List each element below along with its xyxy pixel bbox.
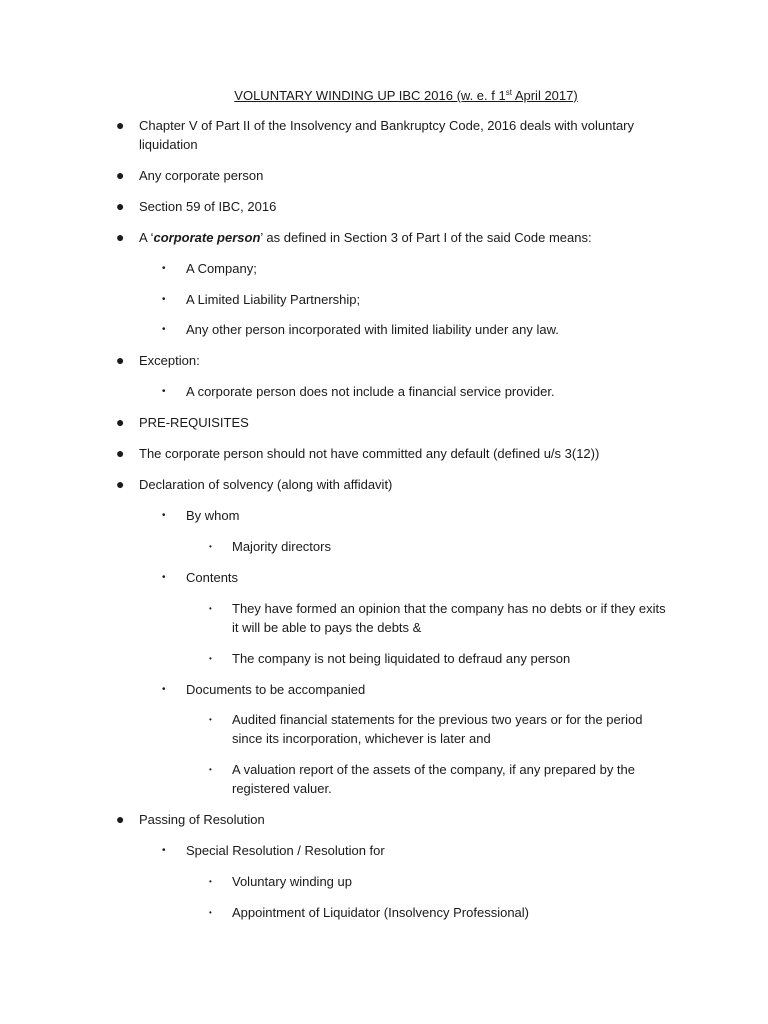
title-superscript: st [505,88,512,97]
title-end: April 2017) [511,88,578,103]
list-item-prerequisites: PRE-REQUISITES [139,415,249,430]
bullet-icon: ● [116,167,125,183]
list-item-llp: A Limited Liability Partnership; [186,292,361,307]
list-item-company: A Company; [186,261,257,276]
title-main: VOLUNTARY WINDING UP IBC 2016 (w. e. f 1 [234,88,506,103]
bullet-icon: ● [116,229,125,245]
list-item-any-corporate: Any corporate person [139,168,264,183]
bullet-icon: ● [116,352,125,368]
bullet-icon: ● [116,198,125,214]
list-item-corporate-person-definition: A ‘corporate person’ as defined in Section 3 of Part I of the said Code means: [139,230,592,245]
list-item-majority-directors: Majority directors [232,539,331,554]
list-item-by-whom: By whom [186,508,240,523]
list-item-exception-detail: A corporate person does not include a financial service provider. [186,384,555,399]
bullet-icon: • [162,324,166,335]
bullet-icon: • [209,908,212,917]
list-item-contents: Contents [186,570,239,585]
list-item-voluntary-winding: Voluntary winding up [232,874,352,889]
bullet-icon: ● [116,476,125,492]
list-item-appointment: Appointment of Liquidator (Insolvency Professional) [232,905,529,920]
bullet-icon: • [162,684,166,695]
list-item-declaration: Declaration of solvency (along with affidavit) [139,477,393,492]
bullet-icon: ● [116,811,125,827]
bullet-icon: • [209,715,212,724]
bullet-icon: • [162,263,166,274]
bullet-icon: • [209,877,212,886]
list-item-valuation-report: A valuation report of the assets of the company, if any prepared by the registered valuer. [232,762,635,796]
list-item-opinion: They have formed an opinion that the company has no debts or if they exits it will be able to pays the debts & [232,601,666,635]
bullet-icon: • [209,654,212,663]
list-item-no-default: The corporate person should not have committed any default (defined u/s 3(12)) [139,446,600,461]
list-item-documents: Documents to be accompanied [186,682,366,697]
bullet-icon: ● [116,445,125,461]
bullet-icon: • [162,294,166,305]
bullet-icon: • [209,542,212,551]
list-item-audited-statements: Audited financial statements for the previous two years or for the period since its incorporation, whichever is later and [232,712,643,746]
list-item-exception: Exception: [139,353,200,368]
bullet-icon: • [162,386,166,397]
list-item-other-person: Any other person incorporated with limited liability under any law. [186,322,559,337]
list-item-section59: Section 59 of IBC, 2016 [139,199,277,214]
bullet-icon: • [209,765,212,774]
bullet-icon: • [209,604,212,613]
list-item-chapter: Chapter V of Part II of the Insolvency and Bankruptcy Code, 2016 deals with voluntary liquidation [139,118,635,152]
list-item-not-defraud: The company is not being liquidated to defraud any person [232,651,571,666]
list-item-special-resolution: Special Resolution / Resolution for [186,843,385,858]
bullet-icon: • [162,572,166,583]
document-title [22,87,768,105]
bullet-icon: ● [116,117,125,133]
list-item-passing-resolution: Passing of Resolution [139,812,265,827]
bullet-icon: • [162,845,166,856]
bullet-icon: • [162,510,166,521]
defined-term: corporate person [153,230,261,245]
bullet-icon: ● [116,414,125,430]
